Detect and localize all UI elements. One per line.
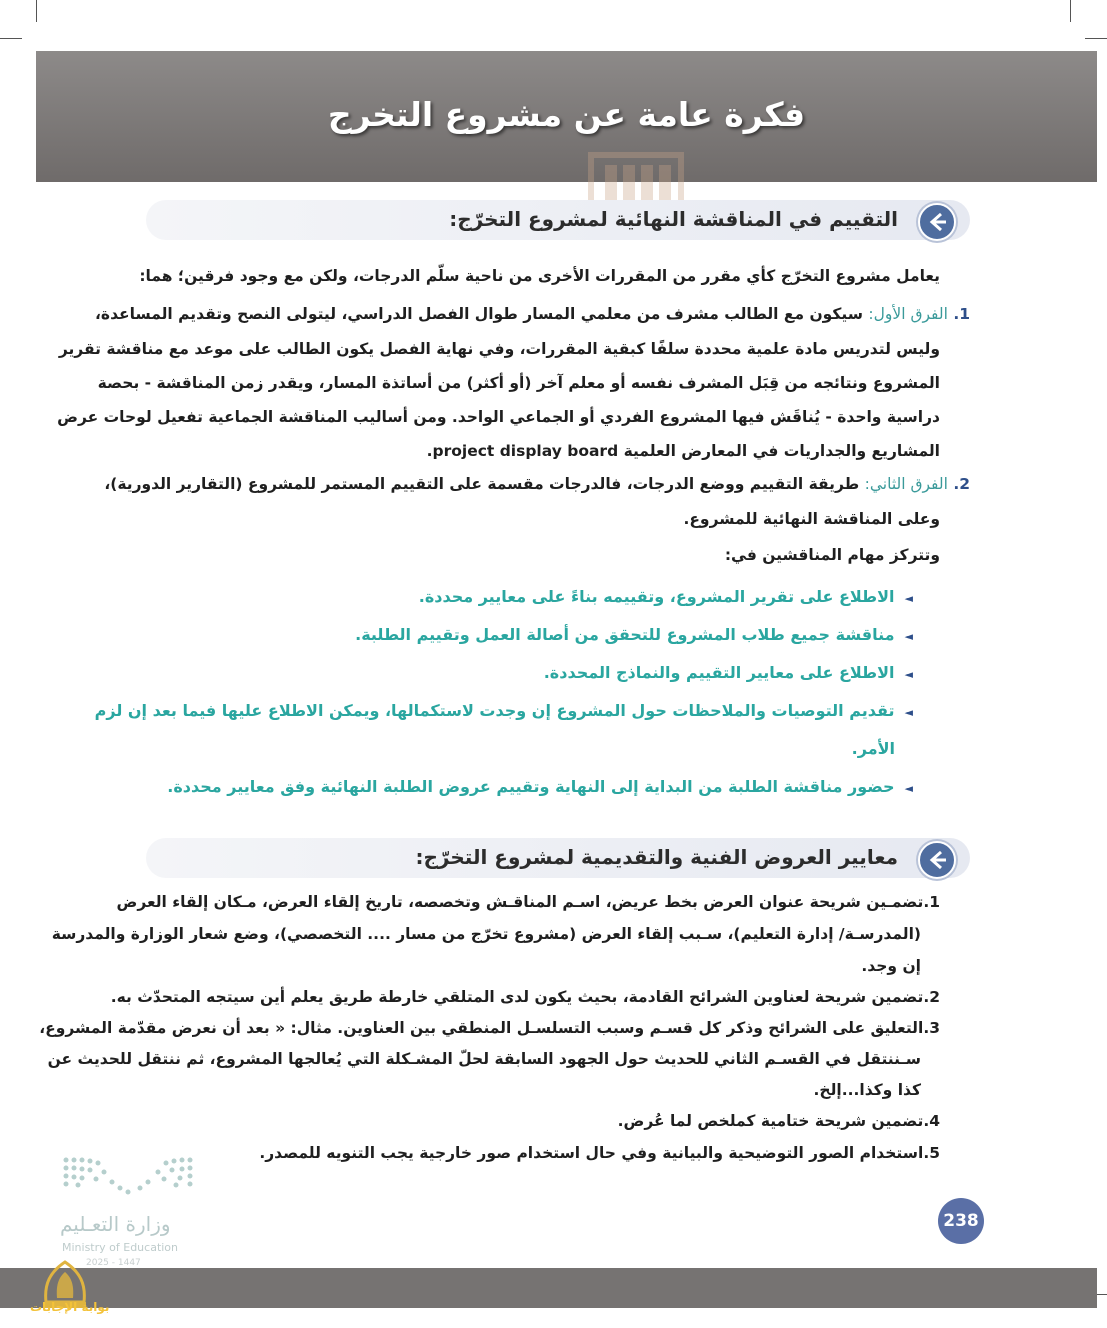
bullet-text: حضور مناقشة الطلبة من البداية إلى النهاية وتقييم عروض الطلبة النهائية وفق معايير محددة. bbox=[167, 777, 895, 796]
item-text: سيكون مع الطالب مشرف من معلمي المسار طوال الفصل الدراسي، ليتولى النصح وتقديم المساعدة، bbox=[95, 305, 863, 323]
chapter-banner bbox=[36, 51, 1097, 182]
item-text: إن وجد. bbox=[861, 957, 921, 975]
bullet-text: الاطلاع على تقرير المشروع، وتقييمه بناءً على معايير محددة. bbox=[418, 587, 895, 606]
item-label: الفرق الثاني: bbox=[864, 475, 948, 493]
bullet-marker-icon: ◄ bbox=[904, 668, 913, 681]
section-title: التقييم في المناقشة النهائية لمشروع التخرّج: bbox=[449, 207, 898, 231]
item-text: تضمين شريحة لعناوين الشرائح القادمة، بحيث يكون لدى المتلقي خارطة طريق يعلم أين سيتجه المتحدّث به. bbox=[110, 988, 924, 1006]
section-header-evaluation bbox=[146, 200, 970, 240]
item-label: الفرق الأول: bbox=[868, 305, 948, 323]
watermark-text: بوابة الإجابات bbox=[30, 1300, 110, 1314]
item-text: دراسية واحدة - يُناقَش فيها المشروع الفردي أو الجماعي الواحد. ومن أساليب المناقشة الجماعية تفعيل لوحات عرض bbox=[57, 408, 940, 426]
crop-mark bbox=[1085, 38, 1107, 39]
item-text: (المدرسـة/ إدارة التعليم)، سـبب إلقاء العرض (مشروع تخرّج من مسار .... التخصصي)، وضع شعار الوزارة والمدرسة bbox=[51, 925, 921, 943]
item-text: استخدام الصور التوضيحية والبيانية وفي حال استخدام صور خارجية يجب التنويه للمصدر. bbox=[259, 1144, 924, 1162]
bullet-item bbox=[355, 624, 913, 648]
bullet-marker-icon: ◄ bbox=[904, 706, 913, 719]
bullet-text: مناقشة جميع طلاب المشروع للتحقق من أصالة العمل وتقييم الطلبة. bbox=[355, 625, 895, 644]
intro-paragraph: يعامل مشروع التخرّج كأي مقرر من المقررات الأخرى من ناحية سلّم الدرجات، ولكن مع وجود فرقين؛ هما: bbox=[139, 267, 940, 285]
item-text: وعلى المناقشة النهائية للمشروع. bbox=[683, 510, 940, 528]
page-title: فكرة عامة عن مشروع التخرج bbox=[327, 95, 806, 134]
footer-bar bbox=[0, 1268, 1097, 1308]
bullet-item bbox=[167, 776, 913, 800]
item-text: تضمـين شريحة عنوان العرض بخط عريض، اسـم المناقـش وتخصصه، تاريخ إلقاء العرض، مـكان إلقاء العرض bbox=[116, 893, 924, 911]
list-item bbox=[618, 1110, 940, 1132]
crop-mark bbox=[0, 38, 22, 39]
item-text: طريقة التقييم ووضع الدرجات، فالدرجات مقسمة على التقييم المستمر للمشروع (التقارير الدورية)، bbox=[104, 475, 860, 493]
bullet-marker-icon: ◄ bbox=[904, 630, 913, 643]
bullet-item bbox=[544, 662, 913, 686]
section-header-criteria bbox=[146, 838, 970, 878]
item-number: 5. bbox=[923, 1144, 940, 1162]
list-item bbox=[39, 1017, 940, 1039]
item-text: تضمين شريحة ختامية كملخص لما عُرض. bbox=[617, 1112, 924, 1130]
tasks-intro: وتتركز مهام المناقشين في: bbox=[724, 546, 940, 564]
item-number: 2. bbox=[953, 475, 970, 493]
item-text: وليس لتدريس مادة علمية محددة سلفًا كبقية المقررات، وفي نهاية الفصل يكون الطالب على موعد مع مناقشة تقرير bbox=[58, 340, 940, 358]
item-number: 4. bbox=[923, 1112, 940, 1130]
list-item bbox=[116, 891, 940, 913]
crop-mark bbox=[1070, 0, 1071, 22]
list-item bbox=[111, 986, 940, 1008]
bullet-text: تقديم التوصيات والملاحظات حول المشروع إن وجدت لاستكمالها، ويمكن الاطلاع عليها فيما بعد إن لزم bbox=[94, 701, 895, 720]
bullet-continuation: الأمر. bbox=[851, 739, 895, 758]
crop-mark bbox=[36, 0, 37, 22]
bullet-item bbox=[419, 586, 913, 610]
item-text: المشاريع والجداريات في المعارض العلمية project display board. bbox=[426, 442, 940, 460]
item-text: سـننتقل في القسـم الثاني للحديث حول الجهود السابقة لحلّ المشـكلة التي يُعالجها المشروع، ثم ننتقل للحديث عن bbox=[47, 1050, 921, 1068]
list-item bbox=[104, 473, 970, 495]
bullet-item bbox=[95, 700, 913, 724]
ministry-logo-icon bbox=[60, 1152, 200, 1212]
arrow-left-icon bbox=[918, 203, 956, 241]
ministry-year: 2025 - 1447 bbox=[86, 1258, 141, 1268]
item-number: 1. bbox=[953, 305, 970, 323]
item-number: 3. bbox=[923, 1019, 940, 1037]
list-item bbox=[95, 303, 970, 325]
arrow-left-icon bbox=[918, 841, 956, 879]
bullet-marker-icon: ◄ bbox=[904, 782, 913, 795]
item-text: كذا وكذا...إلخ. bbox=[813, 1081, 921, 1099]
page-number: 238 bbox=[938, 1198, 984, 1244]
section-title: معايير العروض الفنية والتقديمية لمشروع التخرّج: bbox=[415, 845, 898, 869]
ministry-name-en: Ministry of Education bbox=[62, 1241, 179, 1254]
bullet-marker-icon: ◄ bbox=[904, 592, 913, 605]
item-text: المشروع ونتائجه من قِبَل المشرف نفسه أو معلم آخر (أو أكثر) من أساتذة المسار، ويقدر زمن المناقشة - بحصة bbox=[97, 374, 940, 392]
ministry-name-ar: وزارة التعـليم bbox=[60, 1212, 171, 1236]
list-item bbox=[259, 1142, 940, 1164]
item-text: التعليق على الشرائح وذكر كل قسـم وسبب التسلسـل المنطقي بين العناوين. مثال: « بعد أن نعرض مقدّمة المشروع، bbox=[39, 1019, 924, 1037]
item-number: 1. bbox=[923, 893, 940, 911]
bullet-text: الاطلاع على معايير التقييم والنماذج المحددة. bbox=[543, 663, 895, 682]
item-number: 2. bbox=[923, 988, 940, 1006]
